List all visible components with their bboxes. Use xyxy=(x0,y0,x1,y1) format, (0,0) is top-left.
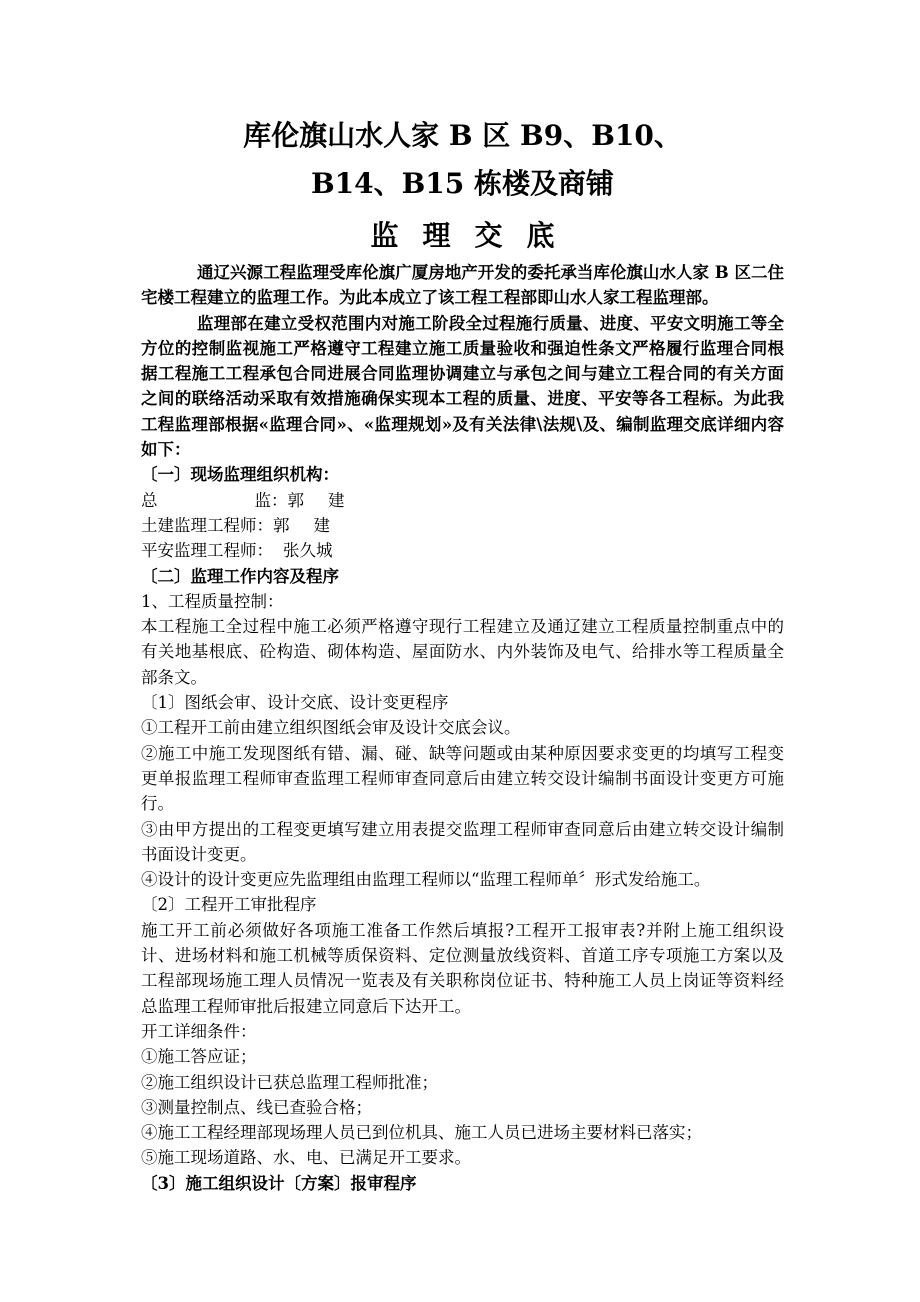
org-name: 张久城 xyxy=(283,541,333,561)
sub2-body: 施工开工前必须做好各项施工准备工作然后填报?工程开工报审表?并附上施工组织设计、进场材料和施工机械等质保资料、定位测量放线资料、首道工序专项施工方案以及工程部现场施工理人员情况一览表及有关职称岗位证书、特种施工人员上岗证等资料经总监理工程师审批后报建立同意后下达开工。 xyxy=(141,920,784,1016)
condition-item: ④施工工程经理部现场理人员已到位机具、施工人员已进场主要材料已落实； xyxy=(141,1123,702,1143)
conditions-title: 开工详细条件： xyxy=(141,1021,257,1041)
title-line-1: 库伦旗山水人家 B 区 B9、B10、 xyxy=(243,119,682,152)
sub1-title: 〔1〕图纸会审、设计交底、设计变更程序 xyxy=(141,693,449,713)
condition-item: ①施工答应证； xyxy=(141,1047,257,1067)
sub1-item: ①工程开工前由建立组织图纸会审及设计交底会议。 xyxy=(141,718,521,738)
title-char: 理 xyxy=(422,219,451,252)
quality-control-body: 本工程施工全过程中施工必须严格遵守现行工程建立及通辽建立工程质量控制重点中的有关地基根底、砼构造、砌体构造、屋面防水、内外装饰及电气、给排水等工程质量全部条文。 xyxy=(141,617,784,687)
title-char: 交 xyxy=(474,219,503,252)
sub1-item: ②施工中施工发现图纸有错、漏、碰、缺等问题或由某种原因要求变更的均填写工程变更单报监理工程师审查监理工程师审查同意后由建立转交设计编制书面设计变更方可施行。 xyxy=(141,743,784,814)
section2-heading: 〔二〕监理工作内容及程序 xyxy=(141,566,339,586)
org-role: 平安监理工程师 xyxy=(141,541,257,561)
title-line-3 xyxy=(141,212,784,260)
org-sep: ： xyxy=(256,541,273,561)
sub2-title: 〔2〕工程开工审批程序 xyxy=(141,895,317,915)
intro-paragraph-1: 通辽兴源工程监理受库伦旗广厦房地产开发的委托承当库伦旗山水人家 B 区二住宅楼工程建立的监理工作。为此本成立了该工程工程部即山水人家工程监理部。 xyxy=(141,263,784,308)
section1-heading: 〔一〕现场监理组织机构： xyxy=(141,465,339,485)
org-name: 郭 建 xyxy=(287,490,345,510)
org-role: 土建监理工程师 xyxy=(141,515,257,535)
org-name: 郭 建 xyxy=(273,515,330,535)
document-page xyxy=(141,112,784,1196)
sub1-item: ③由甲方提出的工程变更填写建立用表提交监理工程师审查同意后由建立转交设计编制书面设计变更。 xyxy=(141,819,784,864)
title-char: 监 xyxy=(370,219,399,252)
condition-item: ③测量控制点、线已查验合格； xyxy=(141,1097,372,1117)
sub1-item: ④设计的设计变更应先监理组由监理工程师以“监理工程师单〞形式发给施工。 xyxy=(141,870,711,890)
org-row-safety xyxy=(141,538,784,563)
org-sep: ： xyxy=(271,490,288,510)
condition-item: ②施工组织设计已获总监理工程师批准； xyxy=(141,1072,438,1092)
org-row-chief xyxy=(141,488,784,513)
condition-item: ⑤施工现场道路、水、电、已满足开工要求。 xyxy=(141,1148,471,1168)
intro-paragraph-2: 监理部在建立受权范围内对施工阶段全过程施行质量、进度、平安文明施工等全方位的控制监视施工严格遵守工程建立施工质量验收和强迫性条文严格履行监理合同根据工程施工工程承包合同进展合同监理协调建立与承包之间与建立工程合同的有关方面之间的联络活动采取有效措施确保实现本工程的质量、进度、平安等各工程标。为此我工程监理部根据«监理合同»、«监理规划»及有关法律\法规\及、编制监理交底详细内容如下： xyxy=(141,313,784,460)
org-role: 总监 xyxy=(141,490,271,510)
sub3-title: 〔3〕施工组织设计〔方案〕报审程序 xyxy=(141,1173,417,1193)
org-row-civil xyxy=(141,513,784,538)
title-char: 底 xyxy=(526,219,555,252)
org-sep: ： xyxy=(256,515,273,535)
title-line-2: B14、B15 栋楼及商铺 xyxy=(310,167,614,200)
quality-control-title: 1、工程质量控制： xyxy=(141,591,284,611)
